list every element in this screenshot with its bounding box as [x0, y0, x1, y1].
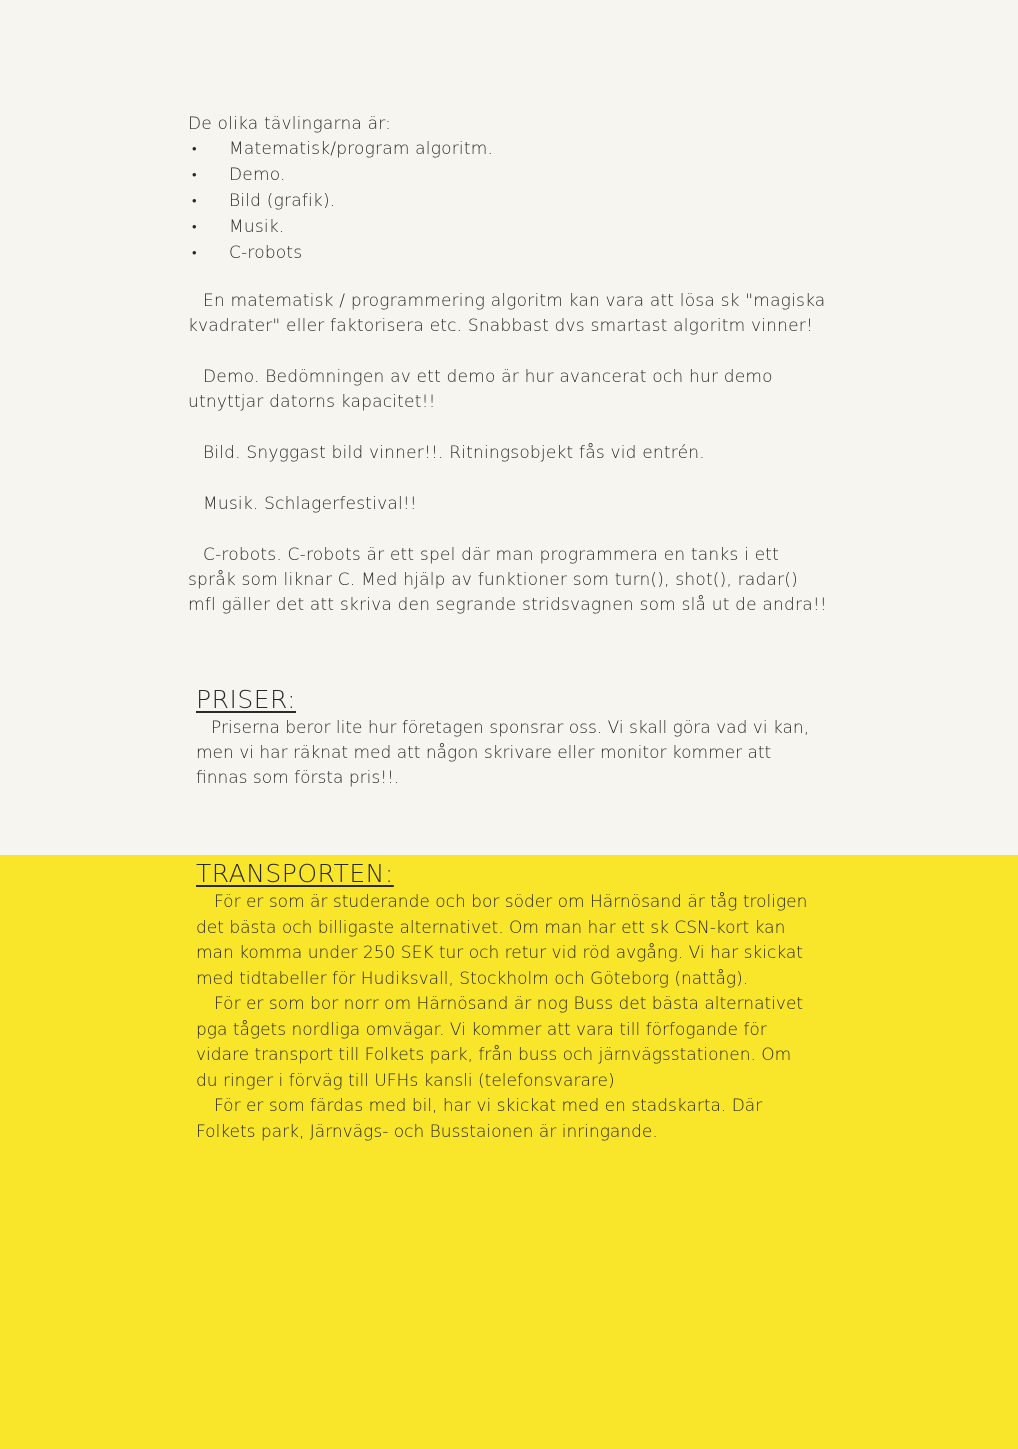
competitions-section [188, 112, 828, 618]
competitions-list [188, 137, 828, 267]
transport-paragraph-bus: För er som bor norr om Härnösand är nog Buss det bästa alternativet pga tågets nordliga omvägar. Vi kommer att vara till förfogande för vidare transport till Folkets park, från buss och järnvägsstationen. Om du ringer i förväg till UFHs kansli (telefonsvarare) [196, 994, 804, 1091]
list-item [188, 215, 828, 241]
transport-paragraph-car: För er som färdas med bil, har vi skickat med en stadskarta. Där Folkets park, Järnvägs- och Busstaionen är inringande. [196, 1096, 763, 1142]
bullet-icon: • [192, 220, 197, 235]
bullet-icon: • [192, 246, 197, 261]
competition-label: Demo. [229, 165, 286, 185]
musik-description: Musik. Schlagerfestival!! [203, 494, 417, 514]
transport-section [196, 858, 816, 1145]
crobots-description: C-robots. C-robots är ett spel där man programmera en tanks i ett språk som liknar C. Med hjälp av funktioner som turn(), shot(), radar() mfl gäller det att skriva den segrande stridsvagnen som slå ut de andra!! [188, 545, 827, 615]
math-description: En matematisk / programmering algoritm kan vara att lösa sk "magiska kvadrater" eller faktorisera etc. Snabbast dvs smartast algoritm vinner! [188, 291, 826, 336]
competitions-intro: De olika tävlingarna är: [188, 114, 392, 134]
bullet-icon: • [192, 168, 197, 183]
demo-description: Demo. Bedömningen av ett demo är hur avancerat och hur demo utnyttjar datorns kapacitet!! [188, 367, 773, 412]
list-item [188, 189, 828, 215]
bullet-icon: • [192, 142, 197, 157]
competition-label: Matematisk/program algoritm. [229, 139, 494, 159]
transport-heading: TRANSPORTEN: [196, 859, 394, 888]
priser-text: Priserna beror lite hur företagen sponsrar oss. Vi skall göra vad vi kan, men vi har räknat med att någon skrivare eller monitor kommer att finnas som första pris!!. [196, 718, 810, 788]
priser-section [196, 684, 816, 791]
list-item [188, 137, 828, 163]
competition-label: C-robots [229, 243, 303, 263]
priser-heading: PRISER: [196, 685, 297, 714]
transport-paragraph-train: För er som är studerande och bor söder om Härnösand är tåg troligen det bästa och billigaste alternativet. Om man har ett sk CSN-kort kan man komma under 250 SEK tur och retur vid röd avgång. Vi har skickat med tidtabeller för Hudiksvall, Stockholm och Göteborg (nattåg). [196, 892, 808, 989]
list-item [188, 241, 828, 267]
bullet-icon: • [192, 194, 197, 209]
list-item [188, 163, 828, 189]
competition-label: Bild (grafik). [229, 191, 336, 211]
competition-label: Musik. [229, 217, 285, 237]
bild-description: Bild. Snyggast bild vinner!!. Ritningsobjekt fås vid entrén. [203, 443, 705, 463]
